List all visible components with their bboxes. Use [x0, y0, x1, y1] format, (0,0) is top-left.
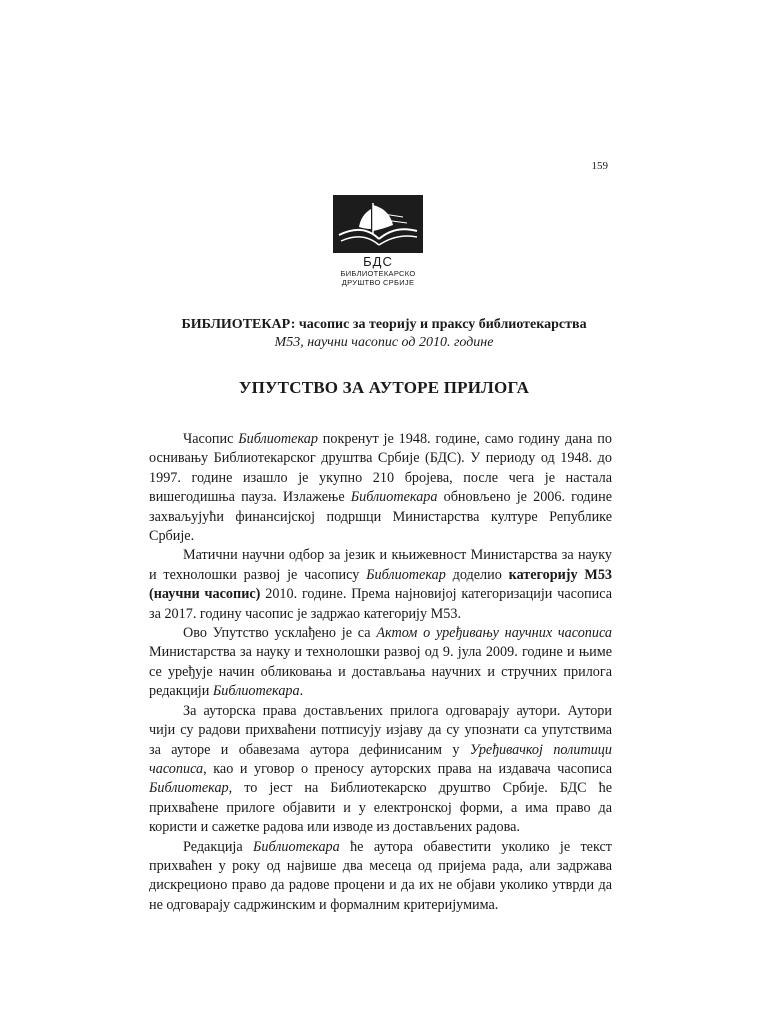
italic-run: Библиотекар — [149, 780, 229, 797]
italic-run: Библиотекара — [212, 683, 300, 700]
logo-line-1: БИБЛИОТЕКАРСКО — [340, 269, 416, 278]
text-run: 2010. године. Према најновијој категоризацији часописа за 2017. годину часопис је задржао категорију М53. — [149, 586, 613, 622]
page-number: 159 — [591, 160, 608, 172]
paragraph-1 — [149, 430, 612, 546]
journal-name: БИБЛИОТЕКАР: часопис за теорију и праксу библиотекарства — [181, 317, 587, 332]
italic-run: Библиотекар — [238, 431, 318, 447]
text-run: Министарства за науку и технолошки развој од 9. јула 2009. године и њиме се уређује начин обликовања и достављања научних и стручних прилога редакцији — [149, 644, 612, 700]
paragraph-2 — [149, 546, 612, 624]
journal-category: М53, научни часопис од 2010. године — [274, 335, 494, 350]
text-run: , то јест на Библиотекарско друштво Србије. БДС ће прихваћене прилоге објавити и у електронској форми, а има право да користи и сажетке радова или изводе из достављених радова. — [149, 780, 612, 836]
bold-run: категорију М53 (научни часопис) — [149, 566, 613, 603]
text-run: Ово Упутство усклађено је са — [183, 625, 377, 642]
text-run: , као и уговор о преносу ауторских права на издавача часописа — [203, 760, 612, 777]
paragraph-4 — [149, 702, 612, 838]
text-run: Матични научни одбор за језик и књижевност Министарства за науку и технолошки развој је часопису — [149, 547, 612, 583]
italic-run: Библиотекар — [366, 566, 446, 583]
book-emblem-icon — [333, 195, 423, 253]
text-run: За ауторска права достављених прилога одговарају аутори. Аутори чији су радови прихваћени потписују изјаву да су упознати са упутствима за ауторе и обавезама аутора дефинисаним у — [149, 702, 612, 758]
logo-abbreviation: БДС — [363, 254, 393, 269]
logo-line-2: ДРУШТВО СРБИЈЕ — [341, 278, 415, 287]
body-text — [149, 430, 612, 915]
bds-logo — [333, 195, 423, 287]
text-run: ће аутора обавестити уколико је текст прихваћен у року од највише два месеца од пријема рада, али задржава дискреционо право да радове процени и да их не објави уколико утврди да не одговарају садржинским и формалним критеријумима. — [149, 838, 612, 913]
text-run: обновљено је 2006. године захваљујући финансијској подршци Министарства културе Републике Србије. — [149, 489, 612, 545]
italic-run: Актом о уређивању научних часописа — [376, 625, 612, 642]
paragraph-3 — [149, 624, 612, 702]
italic-run: Библиотекара — [253, 838, 340, 855]
journal-header — [160, 316, 608, 352]
text-run: Часопис — [183, 431, 239, 447]
italic-run: Уређивачкој политици часописа — [149, 741, 612, 777]
page-title: УПУТСТВО ЗА АУТОРЕ ПРИЛОГА — [238, 378, 530, 397]
text-run: Редакција — [183, 838, 253, 855]
text-run: доделио — [445, 566, 509, 583]
text-run: покренут је 1948. године, само годину дана по оснивању Библиотекарског друштва Србије (БДС). У периоду од 1948. до 1997. године изашло је укупно 210 бројева, после чега је настала вишегодишња пауза. Излажење — [149, 431, 612, 506]
text-run: . — [299, 683, 304, 700]
paragraph-5 — [149, 838, 612, 916]
italic-run: Библиотекара — [350, 489, 438, 506]
